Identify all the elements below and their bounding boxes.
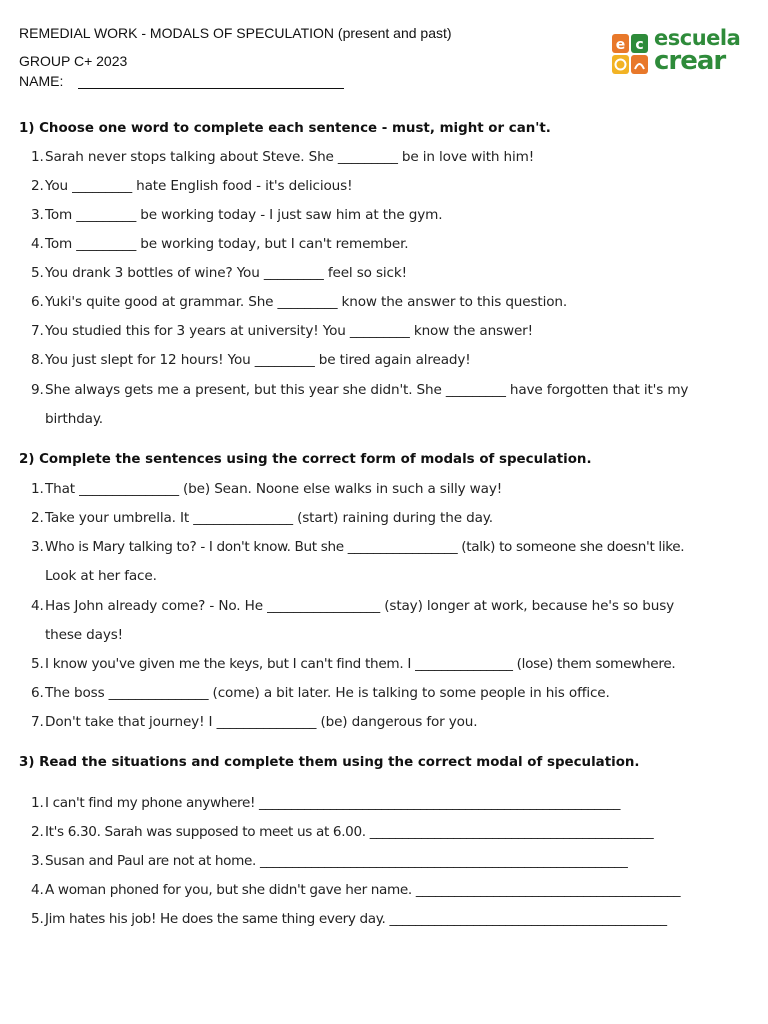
s1-item-9-text: She always gets me a present, but this year she didn't. She _________ have forgotten that it's my	[45, 382, 689, 398]
s2-item-5-number: 5.	[31, 656, 44, 672]
name-label: NAME:	[19, 73, 64, 89]
worksheet-title: REMEDIAL WORK - MODALS OF SPECULATION (present and past)	[19, 25, 452, 41]
s1-item-4-number: 4.	[31, 236, 44, 252]
s1-item-4-text: Tom _________ be working today, but I can't remember.	[45, 236, 409, 252]
s2-item-4-number: 4.	[31, 598, 44, 614]
s2-item-5-text: I know you've given me the keys, but I can't find them. I _______________ (lose) them somewhere.	[45, 656, 676, 672]
s2-item-1-number: 1.	[31, 481, 44, 497]
s1-item-8-number: 8.	[31, 352, 44, 368]
logo-mark-icon	[610, 32, 650, 78]
s1-item-7-number: 7.	[31, 323, 44, 339]
s3-item-4-number: 4.	[31, 882, 44, 898]
s2-item-7-number: 7.	[31, 714, 44, 730]
s2-item-4-text: Has John already come? - No. He _________________ (stay) longer at work, because he's so busy	[45, 598, 675, 614]
s2-item-7-text: Don't take that journey! I _______________ (be) dangerous for you.	[45, 714, 478, 730]
s1-item-6-text: Yuki's quite good at grammar. She _________ know the answer to this question.	[45, 294, 568, 310]
s3-item-4-text: A woman phoned for you, but she didn't gave her name. _________________________________________	[45, 882, 681, 898]
s1-item-9-text-cont: birthday.	[45, 411, 103, 427]
svg-text:e: e	[615, 37, 626, 53]
logo-word-escuela: escuela	[654, 26, 741, 50]
s1-item-7-text: You studied this for 3 years at university! You _________ know the answer!	[45, 323, 533, 339]
logo-word-crear: crear	[654, 46, 726, 76]
s1-item-3-text: Tom _________ be working today - I just saw him at the gym.	[45, 207, 443, 223]
s3-item-3-number: 3.	[31, 853, 44, 869]
s3-item-5-text: Jim hates his job! He does the same thing every day. ___________________________________________	[45, 911, 667, 927]
s3-item-2-text: It's 6.30. Sarah was supposed to meet us at 6.00. ____________________________________________	[45, 824, 654, 840]
s2-item-3-text: Who is Mary talking to? - I don't know. But she _________________ (talk) to someone she doesn't like.	[45, 539, 685, 555]
s3-item-3-text: Susan and Paul are not at home. _________________________________________________________	[45, 853, 628, 869]
s1-item-8-text: You just slept for 12 hours! You _________ be tired again already!	[45, 352, 471, 368]
s2-item-4-text-cont: these days!	[45, 627, 123, 643]
s3-item-2-number: 2.	[31, 824, 44, 840]
s3-item-1-text: I can't find my phone anywhere! ________________________________________________________	[45, 795, 621, 811]
s1-item-1-number: 1.	[31, 149, 44, 165]
s2-item-3-number: 3.	[31, 539, 44, 555]
s1-item-1-text: Sarah never stops talking about Steve. She _________ be in love with him!	[45, 149, 535, 165]
s2-item-1-text: That _______________ (be) Sean. Noone else walks in such a silly way!	[45, 481, 503, 497]
name-blank-line[interactable]	[78, 88, 344, 89]
s2-item-2-number: 2.	[31, 510, 44, 526]
section-2-heading: 2) Complete the sentences using the correct form of modals of speculation.	[19, 452, 592, 467]
s2-item-6-text: The boss _______________ (come) a bit later. He is talking to some people in his office.	[45, 685, 610, 701]
group-label: GROUP C+ 2023	[19, 53, 128, 69]
section-3-heading: 3) Read the situations and complete them using the correct modal of speculation.	[19, 755, 640, 770]
section-1-heading: 1) Choose one word to complete each sentence - must, might or can't.	[19, 121, 551, 136]
s1-item-3-number: 3.	[31, 207, 44, 223]
s3-item-5-number: 5.	[31, 911, 44, 927]
s2-item-2-text: Take your umbrella. It _______________ (start) raining during the day.	[45, 510, 493, 526]
s2-item-6-number: 6.	[31, 685, 44, 701]
s1-item-5-number: 5.	[31, 265, 44, 281]
s1-item-9-number: 9.	[31, 382, 44, 398]
s1-item-5-text: You drank 3 bottles of wine? You _________ feel so sick!	[45, 265, 407, 281]
s1-item-6-number: 6.	[31, 294, 44, 310]
s1-item-2-number: 2.	[31, 178, 44, 194]
s1-item-2-text: You _________ hate English food - it's delicious!	[45, 178, 353, 194]
svg-text:c: c	[635, 37, 644, 53]
escuela-crear-logo	[610, 26, 746, 80]
s3-item-1-number: 1.	[31, 795, 44, 811]
s2-item-3-text-cont: Look at her face.	[45, 568, 157, 584]
